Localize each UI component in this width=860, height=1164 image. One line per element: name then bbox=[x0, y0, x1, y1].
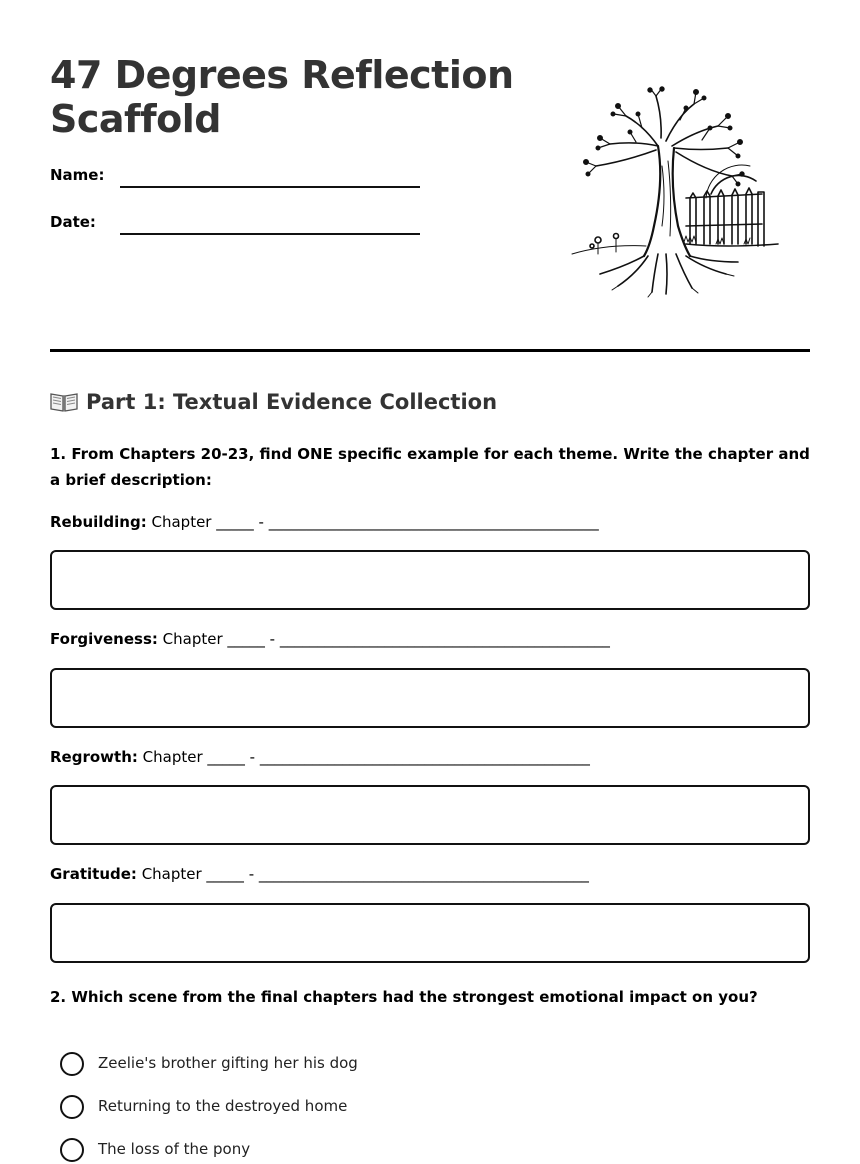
theme-name: Forgiveness: bbox=[50, 630, 158, 648]
theme-prompt: Chapter _____ - ____________________________________________ bbox=[141, 865, 589, 883]
option-label: The loss of the pony bbox=[98, 1140, 251, 1158]
theme-rebuilding bbox=[50, 513, 599, 531]
question-2: 2. Which scene from the final chapters had the strongest emotional impact on you? bbox=[50, 988, 758, 1006]
theme-prompt: Chapter _____ - ____________________________________________ bbox=[162, 630, 610, 648]
tree-illustration-icon bbox=[566, 86, 786, 301]
theme-prompt: Chapter _____ - ____________________________________________ bbox=[151, 513, 599, 531]
radio-circle-icon[interactable] bbox=[60, 1138, 84, 1162]
theme-gratitude bbox=[50, 865, 589, 883]
radio-circle-icon[interactable] bbox=[60, 1095, 84, 1119]
answer-box-rebuilding[interactable] bbox=[50, 550, 810, 610]
question-1: 1. From Chapters 20-23, find ONE specific example for each theme. Write the chapter and a brief description: bbox=[50, 445, 810, 489]
name-field bbox=[50, 166, 430, 196]
theme-prompt: Chapter _____ - ____________________________________________ bbox=[142, 748, 590, 766]
page-title: 47 Degrees Reflection Scaffold bbox=[50, 53, 514, 141]
theme-forgiveness bbox=[50, 630, 610, 648]
name-input-line[interactable] bbox=[120, 186, 420, 188]
answer-box-gratitude[interactable] bbox=[50, 903, 810, 963]
section-divider bbox=[50, 349, 810, 352]
part1-heading-text: Part 1: Textual Evidence Collection bbox=[86, 390, 498, 414]
theme-name: Regrowth: bbox=[50, 748, 138, 766]
theme-name: Gratitude: bbox=[50, 865, 137, 883]
answer-box-regrowth[interactable] bbox=[50, 785, 810, 845]
theme-regrowth bbox=[50, 748, 590, 766]
theme-name: Rebuilding: bbox=[50, 513, 147, 531]
answer-box-forgiveness[interactable] bbox=[50, 668, 810, 728]
date-field bbox=[50, 213, 430, 243]
part1-heading bbox=[50, 390, 497, 414]
date-input-line[interactable] bbox=[120, 233, 420, 235]
radio-circle-icon[interactable] bbox=[60, 1052, 84, 1076]
open-book-icon bbox=[50, 390, 78, 412]
date-label: Date: bbox=[50, 213, 96, 231]
option-label: Returning to the destroyed home bbox=[98, 1097, 348, 1115]
option-label: Zeelie's brother gifting her his dog bbox=[98, 1054, 358, 1072]
name-label: Name: bbox=[50, 166, 105, 184]
